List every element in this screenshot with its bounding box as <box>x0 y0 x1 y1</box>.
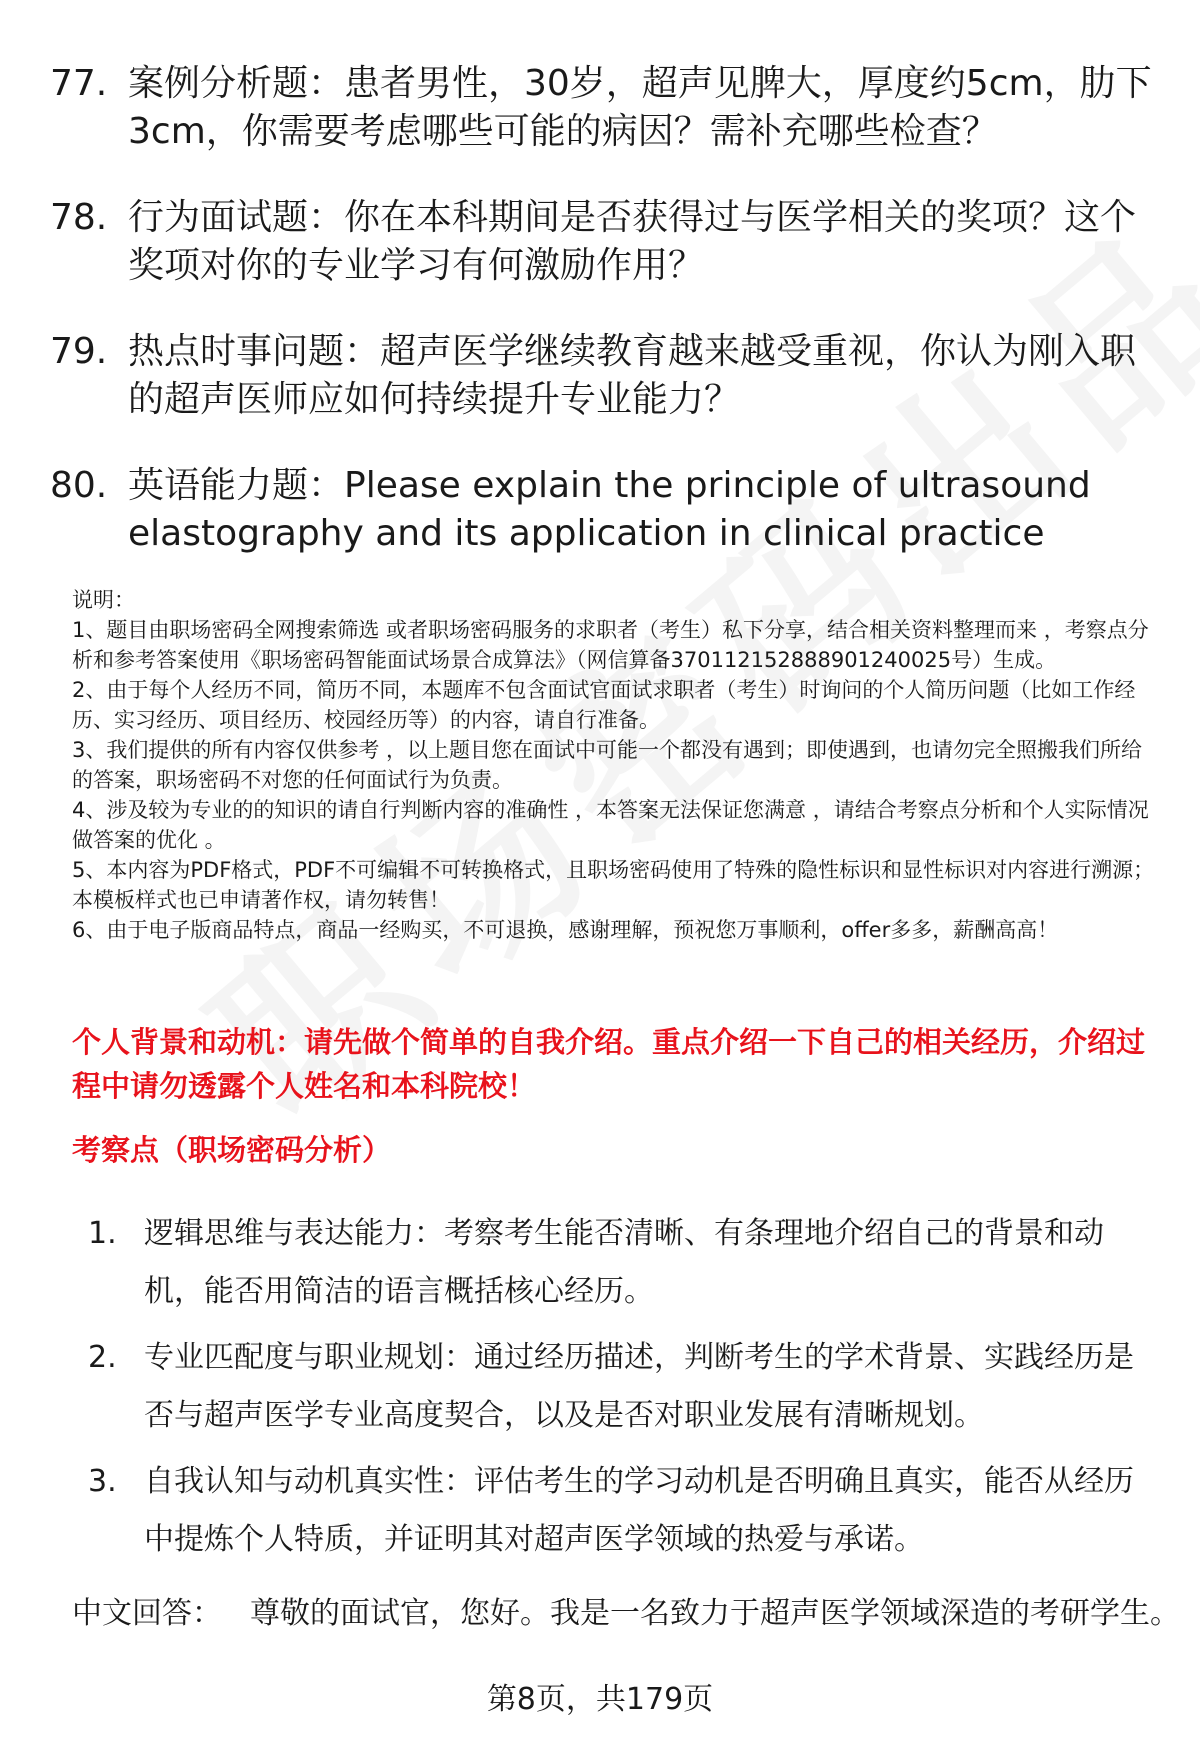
question-text: 行为面试题：你在本科期间是否获得过与医学相关的奖项？这个奖项对你的专业学习有何激励作用？ <box>128 197 1137 286</box>
question-number: 77. <box>50 63 108 104</box>
question-number: 80. <box>50 465 108 506</box>
note-item: 2、由于每个人经历不同，简历不同，本题库不包含面试官面试求职者（考生）时询问的个人简历问题（比如工作经历、实习经历、项目经历、校园经历等）的内容，请自行准备。 <box>72 678 1136 732</box>
point-text: 自我认知与动机真实性：评估考生的学习动机是否明确且真实，能否从经历中提炼个人特质，并证明其对超声医学领域的热爱与承诺。 <box>144 1464 1134 1557</box>
point-text: 逻辑思维与表达能力：考察考生能否清晰、有条理地介绍自己的背景和动机，能否用简洁的语言概括核心经历。 <box>144 1216 1104 1309</box>
question-item <box>50 60 1160 156</box>
points-title: 考察点（职场密码分析） <box>72 1133 392 1167</box>
page-number: 第8页，共179页 <box>486 1682 714 1717</box>
note-item: 4、涉及较为专业的的知识的请自行判断内容的准确性 ，本答案无法保证您满意 ，请结合考察点分析和个人实际情况做答案的优化 。 <box>72 798 1149 852</box>
question-item <box>50 462 1160 558</box>
question-text: 英语能力题：Please explain the principle of ultrasound elastography and its application in clinical practice <box>128 465 1091 554</box>
question-number: 79. <box>50 331 108 372</box>
question-number: 78. <box>50 197 108 238</box>
point-number: 3. <box>88 1464 117 1499</box>
point-text: 专业匹配度与职业规划：通过经历描述，判断考生的学术背景、实践经历是否与超声医学专业高度契合，以及是否对职业发展有清晰规划。 <box>144 1340 1134 1433</box>
question-text: 热点时事问题：超声医学继续教育越来越受重视，你认为刚入职的超声医师应如何持续提升专业能力？ <box>128 331 1137 420</box>
question-item <box>50 328 1160 424</box>
assessment-point <box>72 1453 1162 1569</box>
notes-block <box>72 585 1160 945</box>
answer-line <box>72 1593 1180 1635</box>
notes-title: 说明： <box>72 588 135 612</box>
answer-label: 中文回答： <box>72 1596 222 1631</box>
note-item: 5、本内容为PDF格式，PDF不可编辑不可转换格式，且职场密码使用了特殊的隐性标识和显性标识对内容进行溯源；本模板样式也已申请著作权，请勿转售！ <box>72 858 1155 912</box>
note-item: 3、我们提供的所有内容仅供参考 ，以上题目您在面试中可能一个都没有遇到；即使遇到，也请勿完全照搬我们所给的答案，职场密码不对您的任何面试行为负责。 <box>72 738 1143 792</box>
section-heading: 个人背景和动机：请先做个简单的自我介绍。重点介绍一下自己的相关经历，介绍过程中请勿透露个人姓名和本科院校！ <box>72 1025 1146 1103</box>
question-item <box>50 194 1160 290</box>
question-text: 案例分析题：患者男性，30岁，超声见脾大，厚度约5cm，肋下3cm，你需要考虑哪些可能的病因？需补充哪些检查？ <box>128 63 1152 152</box>
question-list <box>50 60 1160 596</box>
assessment-point <box>72 1205 1162 1321</box>
point-number: 2. <box>88 1340 117 1375</box>
note-item: 1、题目由职场密码全网搜索筛选 或者职场密码服务的求职者（考生）私下分享，结合相关资料整理而来 ，考察点分析和参考答案使用《职场密码智能面试场景合成算法》（网信算备370112152888901240025号）生成。 <box>72 618 1149 672</box>
point-number: 1. <box>88 1216 117 1251</box>
note-item: 6、由于电子版商品特点，商品一经购买，不可退换，感谢理解，预祝您万事顺利，offer多多，薪酬高高！ <box>72 918 1059 942</box>
answer-text: 尊敬的面试官，您好。我是一名致力于超声医学领域深造的考研学生。 <box>250 1596 1180 1631</box>
assessment-point <box>72 1329 1162 1445</box>
assessment-points <box>72 1205 1162 1577</box>
